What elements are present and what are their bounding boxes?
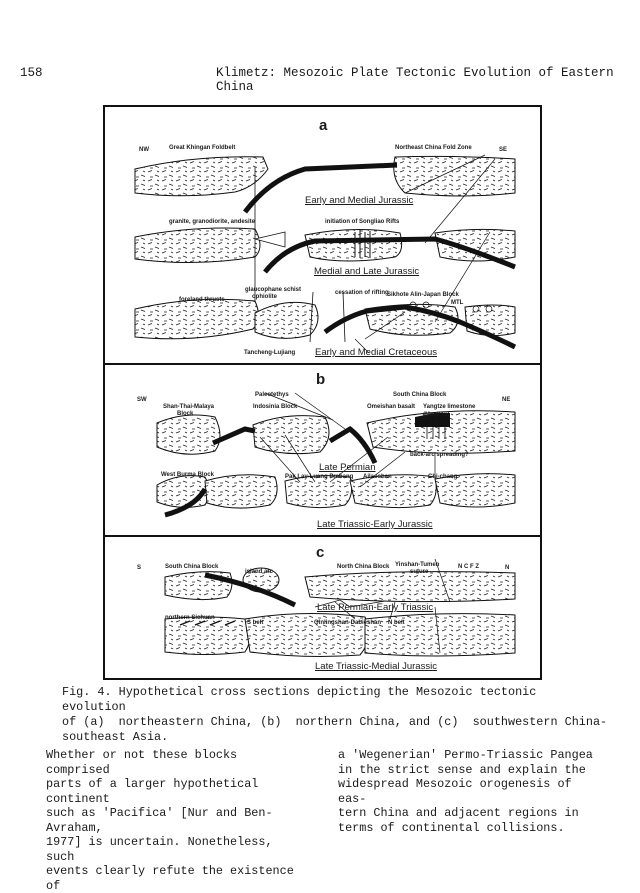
- text-line: widespread Mesozoic orogenesis of eas-: [338, 777, 572, 806]
- label: northern Sichuan: [165, 615, 215, 621]
- age-label: Early and Medial Jurassic: [305, 195, 414, 206]
- label: Ailaoshan: [363, 474, 392, 480]
- figure-4: [103, 105, 542, 680]
- label: Sikhote Alin-Japan Block: [387, 292, 459, 298]
- label: Block: [177, 411, 194, 417]
- age-label: Early and Medial Cretaceous: [315, 347, 437, 358]
- dir-left-a: NW: [139, 147, 149, 153]
- label: Pak Lay-Luang Prabang: [285, 474, 354, 480]
- age-label: Late Permian: [319, 462, 376, 473]
- body-column-left: [46, 748, 306, 893]
- crust-block: [305, 572, 515, 602]
- running-title: Klimetz: Mesozoic Plate Tectonic Evolution of Eastern China: [216, 66, 614, 94]
- caption-line: southeast Asia.: [62, 730, 169, 744]
- dir-left-b: SW: [137, 397, 147, 403]
- panel-letter-a: a: [319, 117, 328, 134]
- crust-block: [165, 617, 250, 655]
- dir-left-c: S: [137, 565, 142, 571]
- label: Yinshan-Tumen: [395, 562, 440, 568]
- label: back-arc spreading?: [410, 452, 469, 458]
- text-line: Whether or not these blocks comprised: [46, 748, 238, 777]
- label: Chi-chang: [428, 474, 458, 480]
- dir-right-c: N: [505, 565, 510, 571]
- label: Qinlingshan-Dabieshan: [314, 620, 382, 626]
- age-label: Late Permian-Early Triassic: [317, 602, 434, 613]
- figure-caption: [62, 685, 608, 745]
- text-line: parts of a larger hypothetical continent: [46, 777, 259, 806]
- label: South China Block: [165, 564, 219, 570]
- label: foreland thrusts: [179, 297, 225, 303]
- label: N C F Z: [458, 564, 479, 570]
- label: granite, granodiorite, andesite: [169, 219, 256, 225]
- text-line: terms of continental collisions.: [338, 820, 565, 835]
- crust-block: [135, 157, 268, 196]
- label: MTL: [451, 300, 464, 306]
- text-line: tern China and adjacent regions in: [338, 806, 579, 820]
- text-line: events clearly refute the existence of: [46, 864, 294, 893]
- crust-block: [135, 228, 260, 263]
- label: initiation of Songliao Rifts: [325, 219, 400, 225]
- label: N belt: [388, 620, 405, 626]
- label: Paleotethys: [255, 392, 289, 398]
- label: Great Khingan Foldbelt: [169, 145, 236, 151]
- label: Yangtze limestone: [423, 404, 476, 410]
- caption-line: of (a) northeastern China, (b) northern China, and (c) southwestern China-: [62, 715, 608, 729]
- label: Northeast China Fold Zone: [395, 145, 472, 151]
- label: (Maokou): [423, 412, 450, 418]
- label: glaucophane schist: [245, 287, 302, 293]
- label: cessation of rifting: [335, 290, 389, 296]
- page-number: 158: [20, 66, 43, 80]
- label: Shan-Thai-Malaya: [163, 404, 215, 410]
- age-label: Late Triassic-Early Jurassic: [317, 519, 433, 530]
- text-line: 1977] is uncertain. Nonetheless, such: [46, 835, 273, 864]
- age-label: Late Triassic-Medial Jurassic: [315, 661, 437, 672]
- panel-letter-c: c: [316, 544, 325, 561]
- label: island arc: [245, 569, 274, 575]
- crust-block: [135, 299, 259, 339]
- crust-block: [305, 229, 402, 261]
- label: Tancheng-Lujiang: [244, 350, 296, 356]
- panel-letter-b: b: [316, 371, 326, 388]
- crust-block: [157, 415, 220, 454]
- dir-right-a: SE: [499, 147, 508, 153]
- crust-block: [465, 305, 515, 336]
- label: South China Block: [393, 392, 447, 398]
- crust-block: [205, 475, 277, 508]
- crust-block: [165, 572, 232, 600]
- label: West Burma Block: [161, 472, 214, 478]
- label: Indosinia Block: [253, 404, 298, 410]
- text-line: in the strict sense and explain the: [338, 762, 586, 777]
- dir-right-b: NE: [502, 397, 511, 403]
- label: S belt: [247, 620, 264, 626]
- text-line: such as 'Pacifica' [Nur and Ben-Avraham,: [46, 806, 273, 835]
- age-label: Medial and Late Jurassic: [314, 266, 420, 277]
- caption-line: Fig. 4. Hypothetical cross sections depicting the Mesozoic tectonic evolution: [62, 685, 537, 714]
- body-column-right: [338, 748, 598, 835]
- label: suture: [410, 569, 429, 575]
- text-line: a 'Wegenerian' Permo-Triassic Pangea: [338, 748, 593, 762]
- label: Omeishan basalt: [367, 404, 416, 410]
- label: North China Block: [337, 564, 390, 570]
- crust-block: [255, 302, 318, 338]
- crust-block: [253, 416, 329, 454]
- label: ophiolite: [252, 294, 277, 300]
- cross-section-drawing: [105, 107, 540, 678]
